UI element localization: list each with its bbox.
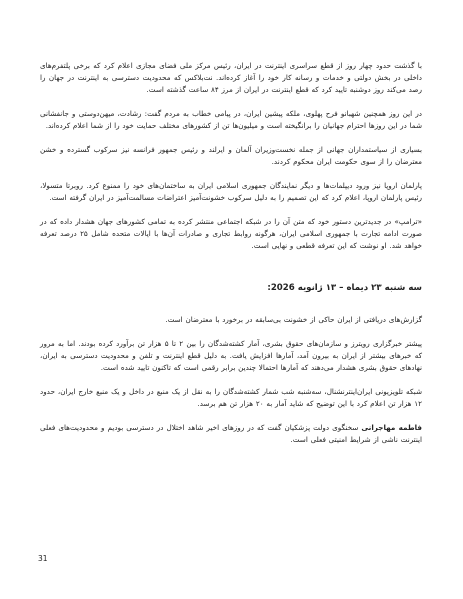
paragraph-internet-shutdown: با گذشت حدود چهار روز از قطع سراسری اینترنت در ایران، رئیس مرکز ملی فضای مجازی اعلام کرد که برخی پلتفرم‌های داخلی در بخش دولتی و خدمات و رسانه کار خود را آغاز کرده‌اند. نت‌بلاکس که محدودیت دسترسی به اینترنت در جهان را رصد می‌کند روز دوشنبه تایید کرد که قطع اینترنت در ایران از مرز ۸۴ ساعت گذشته است. xyxy=(40,61,422,94)
paragraph-government-spokesperson xyxy=(40,422,422,446)
paragraph-casualty-estimates: پیشتر خبرگزاری رویترز و سازمان‌های حقوق بشری، آمار کشته‌شدگان را بین ۲ تا ۵ هزار تن برآورد کرده بودند. اما به مرور که خبرهای بیشتر از ایران به بیرون آمد، آمارها افزایش یافت. به دلیل قطع اینترنت و تلفن و محدودیت دسترسی به ایران، نهادهای حقوق بشری هشدار می‌دهند که آمارها احتمالا چندین برابر رقمی است که تاکنون تایید شده است. xyxy=(40,339,422,372)
paragraph-iran-international: شبکه تلویزیونی ایران‌اینترنشنال، سه‌شنبه شب شمار کشته‌شدگان را به نقل از یک منبع در داخل و یک منبع خارج ایران، حدود ۱۲ هزار تن اعلام کرد با این توضیح که شاید آمار به ۲۰ هزار تن هم برسد. xyxy=(40,387,422,408)
paragraph-unprecedented-violence: گزارش‌های دریافتی از ایران حاکی از خشونت بی‌سابقه در برخورد با معترضان است. xyxy=(165,315,422,324)
date-heading: سه شنبه ۲۳ دیماه – ۱۳ ژانویه 2026: xyxy=(267,283,422,293)
paragraph-world-politicians: بسیاری از سیاستمداران جهانی از جمله نخست‌وزیران آلمان و ایرلند و رئیس جمهور فرانسه نیز سرکوب گسترده و خشن معترضان را از سوی حکومت ایران محکوم کردند. xyxy=(40,145,422,166)
spokesperson-name: فاطمه مهاجرانی xyxy=(361,423,422,432)
paragraph-trump-tariff: «ترامپ» در جدیدترین دستور خود که متن آن را در شبکه اجتماعی منتشر کرده به تمامی کشورهای جهان هشدار داده که در صورت ادامه تجارت با جمهوری اسلامی ایران، هرگونه روابط تجاری و صادرات آن‌ها با ایالات متحده شامل ۲۵ درصد تعرفه خواهد شد. او نوشت که این تعرفه قطعی و نهایی است. xyxy=(40,217,422,250)
page-number: 31 xyxy=(38,554,48,563)
spokesperson-statement: سخنگوی دولت پزشکیان گفت که در روزهای اخیر شاهد اختلال در دسترسی بودیم و محدودیت‌های فعلی اینترنت ناشی از شرایط امنیتی فعلی است. xyxy=(40,423,422,444)
paragraph-farah-pahlavi: در این روز همچنین شهبانو فرح پهلوی، ملکه پیشین ایران، در پیامی خطاب به مردم گفت: رشادت، میهن‌دوستی و جانفشانی شما در این روزها احترام جهانیان را برانگیخته است و میلیون‌ها تن از کشورهای مختلف حمایت خود را از شما اعلام کرده‌اند. xyxy=(40,109,422,130)
paragraph-european-parliament: پارلمان اروپا نیز ورود دیپلمات‌ها و دیگر نمایندگان جمهوری اسلامی ایران به ساختمان‌های خود را ممنوع کرد. روبرتا متسولا، رئیس پارلمان اروپا، اعلام کرد که این تصمیم را به دلیل سرکوب خشونت‌آمیز اعتراضات مسالمت‌آمیز در ایران گرفته است. xyxy=(40,181,422,202)
document-body xyxy=(40,60,422,458)
